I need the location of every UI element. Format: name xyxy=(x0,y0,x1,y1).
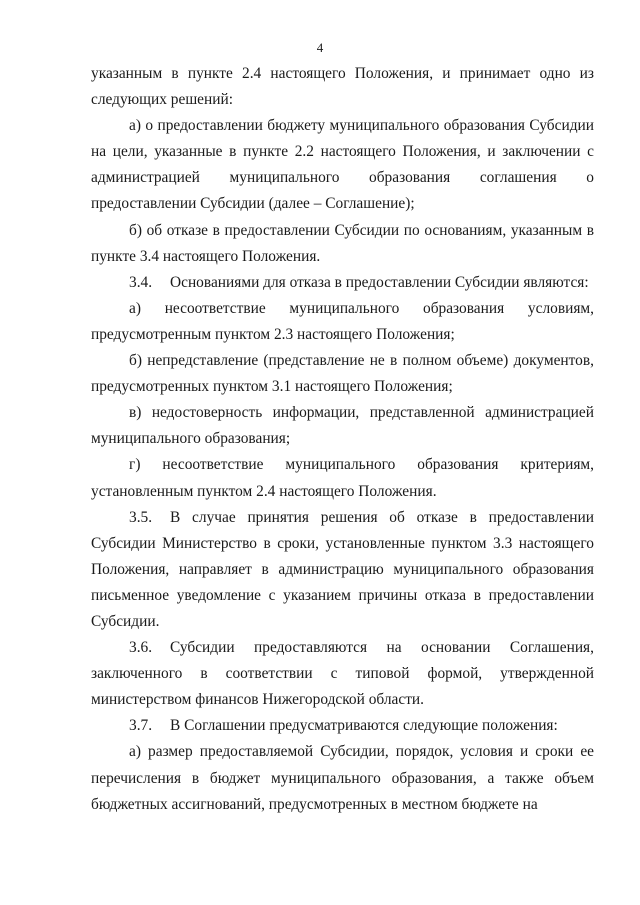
paragraph-text: Субсидии предоставляются на основании Соглашения, заключенного в соответствии с типовой формой, утвержденной министерством финансов Нижегородской области. xyxy=(91,639,594,709)
document-body xyxy=(91,61,594,818)
paragraph-text: В случае принятия решения об отказе в предоставлении Субсидии Министерство в сроки, установленные пунктом 3.3 настоящего Положения, направляет в администрацию муниципального образования письменное уведомление с указанием причины отказа в предоставлении Субсидии. xyxy=(91,508,594,630)
refusal-ground-c xyxy=(91,400,594,452)
clause-3-4 xyxy=(91,270,594,296)
refusal-ground-a xyxy=(91,296,594,348)
refusal-ground-d xyxy=(91,452,594,504)
paragraph-text: а) несоответствие муниципального образования условиям, предусмотренным пунктом 2.3 настоящего Положения; xyxy=(91,299,594,343)
clause-number: 3.6. xyxy=(129,639,153,657)
paragraph-continuation xyxy=(91,61,594,113)
paragraph-text: б) об отказе в предоставлении Субсидии по основаниям, указанным в пункте 3.4 настоящего Положения. xyxy=(91,221,594,265)
decision-option-b xyxy=(91,218,594,270)
paragraph-text: в) недостоверность информации, представленной администрацией муниципального образования; xyxy=(91,404,594,448)
paragraph-text: Основаниями для отказа в предоставлении Субсидии являются: xyxy=(170,273,589,291)
clause-3-7 xyxy=(91,713,594,739)
paragraph-text: б) непредставление (представление не в полном объеме) документов, предусмотренных пунктом 3.1 настоящего Положения; xyxy=(91,352,594,396)
clause-3-5 xyxy=(91,505,594,635)
clause-number: 3.4. xyxy=(129,273,153,291)
clause-number: 3.7. xyxy=(129,717,153,735)
paragraph-text: г) несоответствие муниципального образования критериям, установленным пунктом 2.4 настоящего Положения. xyxy=(91,456,594,500)
paragraph-text: а) размер предоставляемой Субсидии, порядок, условия и сроки ее перечисления в бюджет муниципального образования, а также объем бюджетных ассигнований, предусмотренных в местном бюджете на xyxy=(91,743,594,813)
decision-option-a xyxy=(91,113,594,217)
clause-3-6 xyxy=(91,635,594,713)
page-number: 4 xyxy=(316,40,324,55)
paragraph-text: а) о предоставлении бюджету муниципального образования Субсидии на цели, указанные в пункте 2.2 настоящего Положения, и заключении с администрацией муниципального образования соглашения о предоставлении Субсидии (далее – Соглашение); xyxy=(91,117,594,213)
paragraph-text: указанным в пункте 2.4 настоящего Положения, и принимает одно из следующих решений: xyxy=(91,65,594,109)
refusal-ground-b xyxy=(91,348,594,400)
clause-number: 3.5. xyxy=(129,508,153,526)
agreement-provision-a xyxy=(91,739,594,817)
paragraph-text: В Соглашении предусматриваются следующие положения: xyxy=(170,717,558,735)
